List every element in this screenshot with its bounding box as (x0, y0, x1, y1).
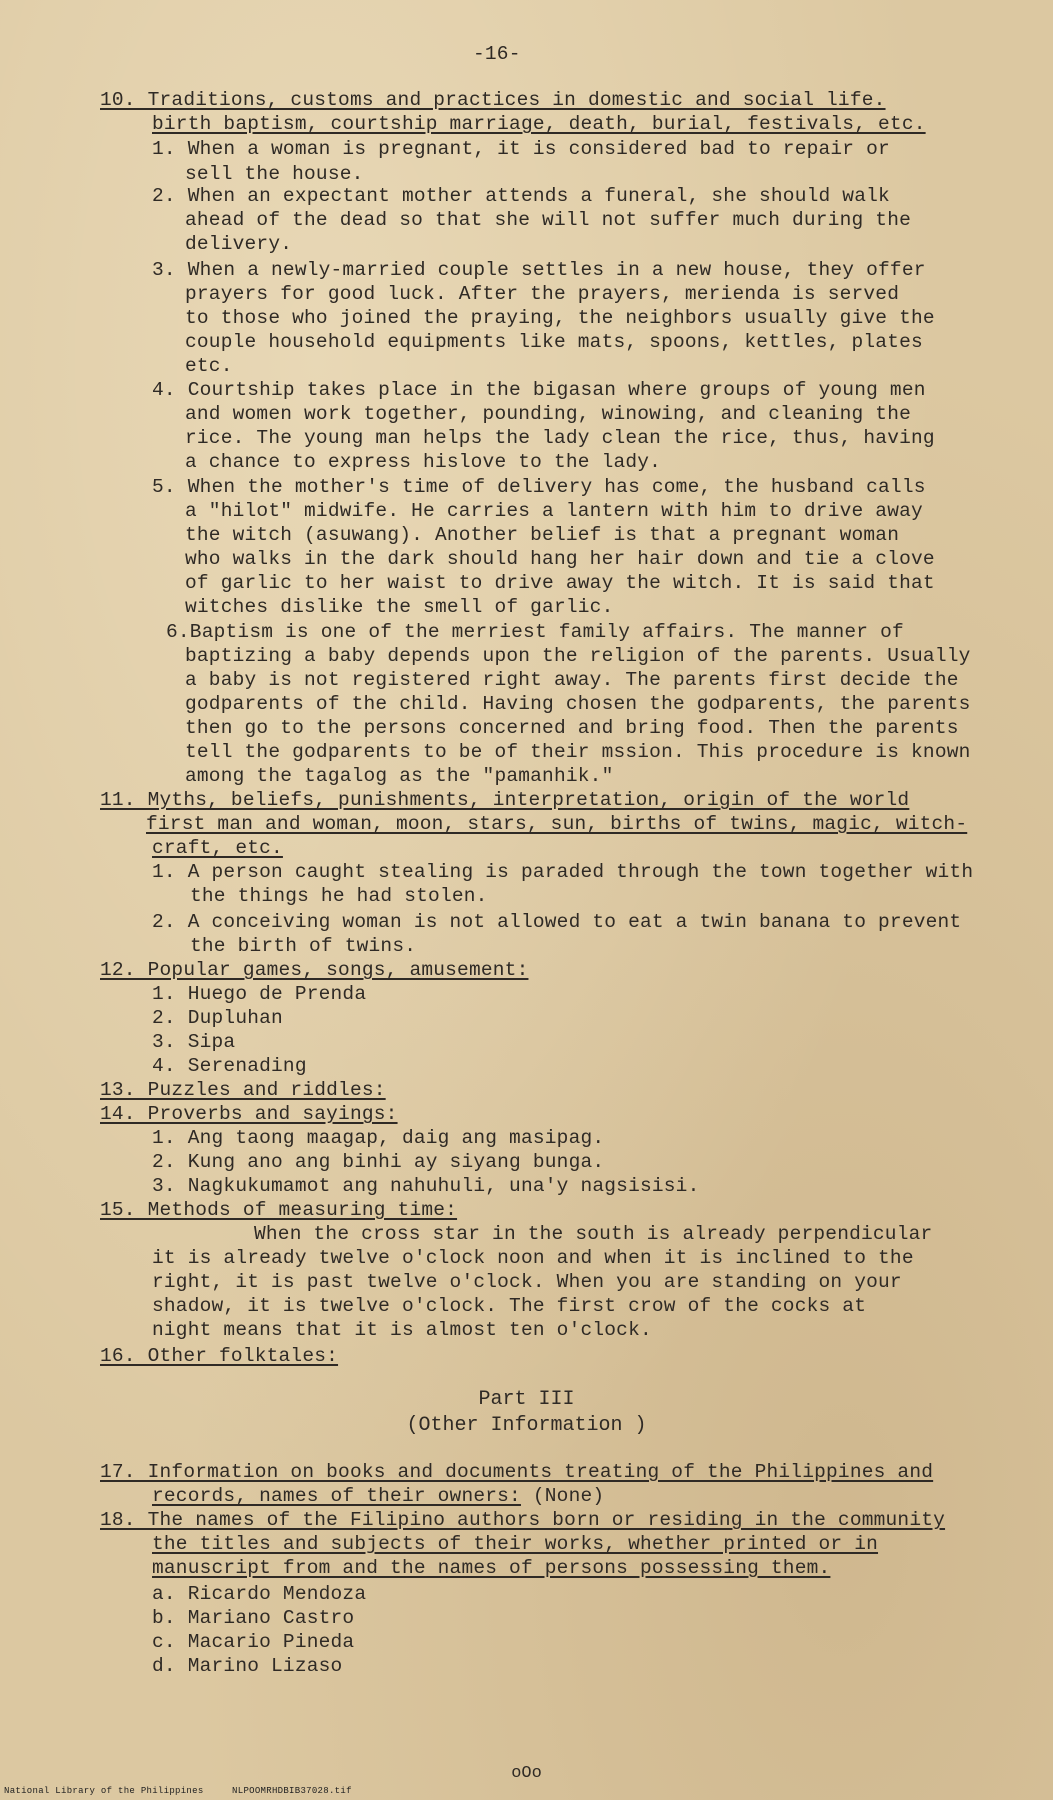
list-item-continuation: the birth of twins. (190, 935, 417, 957)
list-item-continuation: the things he had stolen. (190, 885, 488, 907)
section-18-heading-line-1: 18. The names of the Filipino authors born or residing in the community (100, 1509, 946, 1531)
paragraph-line: night means that it is almost ten o'clock. (152, 1319, 652, 1341)
footer-filename: NLPOOMRHDBIB37028.tif (232, 1786, 352, 1796)
section-10-heading-line-1: 10. Traditions, customs and practices in domestic and social life. (100, 89, 886, 111)
list-item-continuation: sell the house. (185, 163, 364, 185)
section-17-heading-text: records, names of their owners: (152, 1485, 521, 1507)
list-item-continuation: ahead of the dead so that she will not suffer much during the (185, 209, 912, 231)
list-item-continuation: witches dislike the smell of garlic. (185, 596, 614, 618)
list-item-continuation: among the tagalog as the "pamanhik." (185, 765, 614, 787)
list-item-continuation: couple household equipments like mats, spoons, kettles, plates (185, 331, 923, 353)
author-item: b. Mariano Castro (152, 1607, 355, 1629)
list-item: 1. A person caught stealing is paraded through the town together with (152, 861, 974, 883)
author-item: a. Ricardo Mendoza (152, 1583, 367, 1605)
list-item: 2. When an expectant mother attends a funeral, she should walk (152, 185, 890, 207)
list-item: 2. Kung ano ang binhi ay siyang bunga. (152, 1151, 605, 1173)
list-item: 1. Ang taong maagap, daig ang masipag. (152, 1127, 605, 1149)
list-item-continuation: rice. The young man helps the lady clean the rice, thus, having (185, 427, 935, 449)
list-item: 1. When a woman is pregnant, it is considered bad to repair or (152, 138, 890, 160)
list-item-continuation: and women work together, pounding, winowing, and cleaning the (185, 403, 912, 425)
end-mark: oOo (511, 1764, 542, 1783)
section-17-heading-line-1: 17. Information on books and documents treating of the Philippines and (100, 1461, 934, 1483)
list-item-continuation: who walks in the dark should hang her hair down and tie a clove (185, 548, 935, 570)
list-item-continuation: tell the godparents to be of their mssion. This procedure is known (185, 741, 971, 763)
list-item-continuation: a chance to express hislove to the lady. (185, 451, 662, 473)
author-item: c. Macario Pineda (152, 1631, 355, 1653)
list-item-continuation: godparents of the child. Having chosen the godparents, the parents (185, 693, 971, 715)
section-12-heading: 12. Popular games, songs, amusement: (100, 959, 529, 981)
list-item: 5. When the mother's time of delivery has come, the husband calls (152, 476, 926, 498)
paragraph-line: When the cross star in the south is already perpendicular (254, 1223, 933, 1245)
list-item-continuation: a "hilot" midwife. He carries a lantern with him to drive away (185, 500, 923, 522)
list-item-continuation: a baby is not registered right away. The parents first decide the (185, 669, 959, 691)
section-13-heading: 13. Puzzles and riddles: (100, 1079, 386, 1101)
footer-source: National Library of the Philippines (4, 1786, 204, 1796)
section-18-heading-line-3: manuscript from and the names of persons possessing them. (152, 1557, 831, 1579)
list-item: 3. When a newly-married couple settles in a new house, they offer (152, 259, 926, 281)
list-item-continuation: the witch (asuwang). Another belief is that a pregnant woman (185, 524, 900, 546)
section-14-heading: 14. Proverbs and sayings: (100, 1103, 398, 1125)
list-item-continuation: prayers for good luck. After the prayers, merienda is served (185, 283, 900, 305)
section-11-heading-line-3: craft, etc. (152, 837, 283, 859)
section-18-heading-line-2: the titles and subjects of their works, whether printed or in (152, 1533, 879, 1555)
section-17-answer: (None) (520, 1485, 605, 1507)
section-11-heading-line-1: 11. Myths, beliefs, punishments, interpretation, origin of the world (100, 789, 910, 811)
list-item: 3. Nagkukumamot ang nahuhuli, una'y nagsisisi. (152, 1175, 700, 1197)
section-16-heading: 16. Other folktales: (100, 1345, 339, 1367)
section-17-heading-line-2 (152, 1484, 604, 1508)
list-item: 4. Courtship takes place in the bigasan where groups of young men (152, 379, 926, 401)
paragraph-line: shadow, it is twelve o'clock. The first crow of the cocks at (152, 1295, 867, 1317)
section-11-heading-line-2: first man and woman, moon, stars, sun, births of twins, magic, witch- (146, 813, 968, 835)
author-item: d. Marino Lizaso (152, 1655, 343, 1677)
list-item: 1. Huego de Prenda (152, 983, 367, 1005)
section-10-heading (100, 88, 886, 112)
part-title: Part III (478, 1388, 575, 1411)
list-item-continuation: delivery. (185, 233, 293, 255)
part-subtitle: (Other Information ) (406, 1414, 647, 1437)
list-item: 6.Baptism is one of the merriest family affairs. The manner of (166, 621, 904, 643)
paragraph-line: right, it is past twelve o'clock. When you are standing on your (152, 1271, 902, 1293)
section-15-heading: 15. Methods of measuring time: (100, 1199, 458, 1221)
list-item-continuation: to those who joined the praying, the neighbors usually give the (185, 307, 935, 329)
list-item: 4. Serenading (152, 1055, 307, 1077)
list-item-continuation: etc. (185, 355, 233, 377)
scan-footer (4, 1786, 352, 1796)
page-number: -16- (473, 43, 521, 65)
list-item: 2. Dupluhan (152, 1007, 283, 1029)
list-item: 2. A conceiving woman is not allowed to eat a twin banana to prevent (152, 911, 962, 933)
list-item: 3. Sipa (152, 1031, 236, 1053)
paragraph-line: it is already twelve o'clock noon and when it is inclined to the (152, 1247, 914, 1269)
section-10-heading-line-2: birth baptism, courtship marriage, death, burial, festivals, etc. (152, 113, 926, 135)
list-item-continuation: baptizing a baby depends upon the religion of the parents. Usually (185, 645, 971, 667)
list-item-continuation: then go to the persons concerned and bring food. Then the parents (185, 717, 959, 739)
list-item-continuation: of garlic to her waist to drive away the witch. It is said that (185, 572, 935, 594)
